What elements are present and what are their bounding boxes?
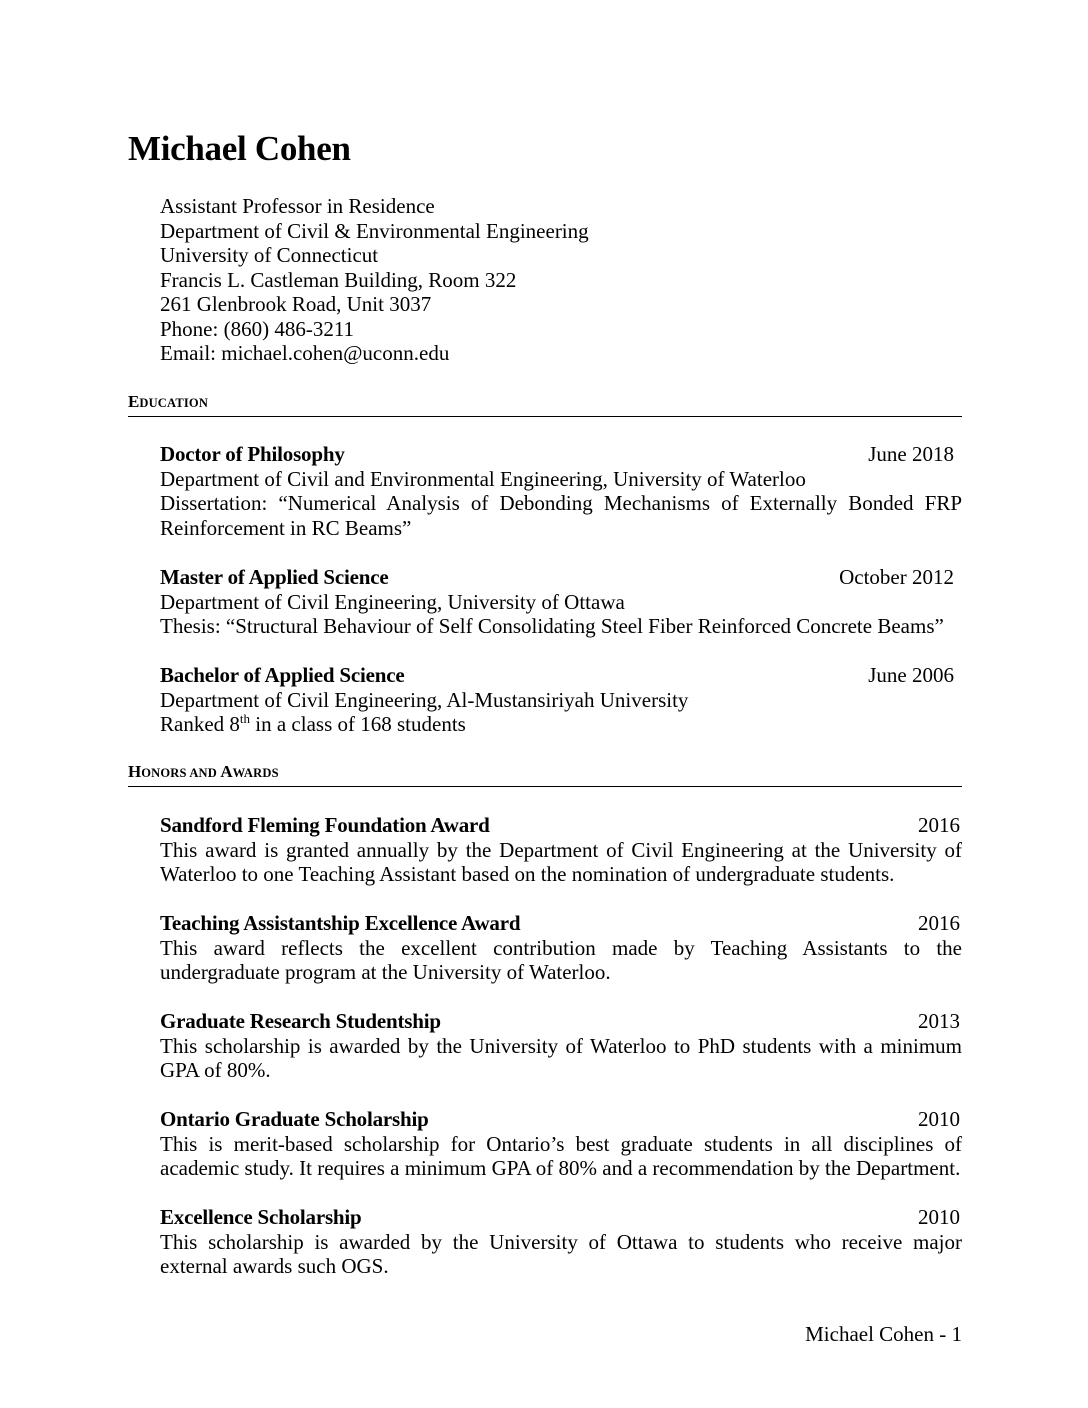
contact-position: Assistant Professor in Residence <box>160 194 435 218</box>
education-entry-masc <box>160 565 962 639</box>
degree-institution: Department of Civil Engineering, Al-Mustansiriyah University <box>160 687 689 712</box>
award-description: This scholarship is awarded by the University of Ottawa to students who receive major external awards such OGS. <box>160 1229 962 1278</box>
award-year: 2010 <box>918 1107 960 1131</box>
award-title: Sandford Fleming Foundation Award <box>160 813 490 837</box>
contact-email: Email: michael.cohen@uconn.edu <box>160 341 450 365</box>
degree-thesis: Thesis: “Structural Behaviour of Self Consolidating Steel Fiber Reinforced Concrete Beams” <box>160 614 944 638</box>
award-description: This award reflects the excellent contribution made by Teaching Assistants to the undergraduate program at the University of Waterloo. <box>160 935 962 984</box>
award-year: 2013 <box>918 1009 960 1033</box>
degree-title: Master of Applied Science <box>160 565 389 589</box>
award-title: Teaching Assistantship Excellence Award <box>160 911 521 935</box>
contact-building: Francis L. Castleman Building, Room 322 <box>160 267 517 292</box>
award-entry <box>160 1009 962 1083</box>
education-heading: EDUCATION <box>128 392 962 417</box>
degree-dissertation: Dissertation: “Numerical Analysis of Debonding Mechanisms of Externally Bonded FRP Reinforcement in RC Beams” <box>160 491 962 540</box>
award-title: Excellence Scholarship <box>160 1205 362 1229</box>
degree-title: Bachelor of Applied Science <box>160 663 405 687</box>
contact-university: University of Connecticut <box>160 243 379 267</box>
award-entry <box>160 813 962 887</box>
education-entry-phd <box>160 442 962 540</box>
degree-rank: Ranked 8th in a class of 168 students <box>160 711 466 736</box>
education-entry-basc <box>160 663 962 737</box>
contact-address: 261 Glenbrook Road, Unit 3037 <box>160 292 432 316</box>
award-title: Graduate Research Studentship <box>160 1009 441 1033</box>
award-entry <box>160 1107 962 1181</box>
degree-date: June 2006 <box>868 663 954 687</box>
award-year: 2016 <box>918 813 960 837</box>
honors-heading: HONORS AND AWARDS <box>128 762 962 787</box>
contact-block <box>160 194 589 366</box>
award-title: Ontario Graduate Scholarship <box>160 1107 429 1131</box>
award-year: 2016 <box>918 911 960 935</box>
degree-date: June 2018 <box>868 442 954 466</box>
degree-institution: Department of Civil Engineering, University of Ottawa <box>160 589 625 614</box>
award-entry <box>160 1205 962 1279</box>
award-entry <box>160 911 962 985</box>
cv-name: Michael Cohen <box>128 129 351 168</box>
award-description: This award is granted annually by the Department of Civil Engineering at the University of Waterloo to one Teaching Assistant based on the nomination of undergraduate students. <box>160 837 962 886</box>
award-description: This scholarship is awarded by the University of Waterloo to PhD students with a minimum GPA of 80%. <box>160 1033 962 1082</box>
degree-date: October 2012 <box>839 565 954 589</box>
degree-institution: Department of Civil and Environmental Engineering, University of Waterloo <box>160 466 806 491</box>
page-footer: Michael Cohen - 1 <box>805 1322 962 1346</box>
award-description: This is merit-based scholarship for Ontario’s best graduate students in all disciplines of academic study. It requires a minimum GPA of 80% and a recommendation by the Department. <box>160 1131 962 1180</box>
degree-title: Doctor of Philosophy <box>160 442 345 466</box>
contact-phone: Phone: (860) 486-3211 <box>160 316 355 341</box>
award-year: 2010 <box>918 1205 960 1229</box>
contact-department: Department of Civil & Environmental Engineering <box>160 218 589 243</box>
